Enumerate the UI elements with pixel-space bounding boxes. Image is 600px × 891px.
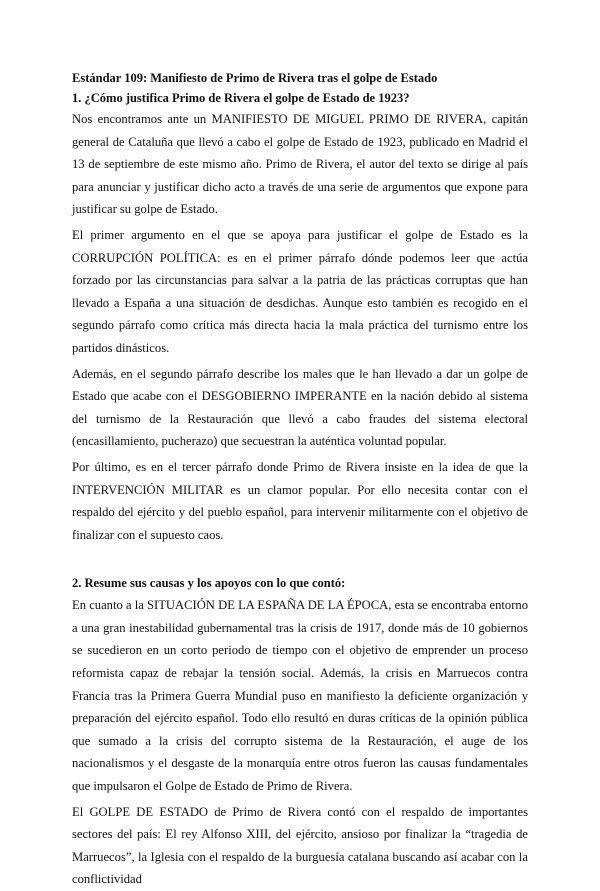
section-2-paragraph: El GOLPE DE ESTADO de Primo de Rivera contó con el respaldo de importantes sectores del país: El rey Alfonso XIII, del ejército, ansioso por finalizar la “tragedia de Marruecos”, la Iglesia con el respaldo de la burguesía catalana buscando así acabar con la conflictividad xyxy=(72,804,528,887)
section-1-paragraph: El primer argumento en el que se apoya para justificar el golpe de Estado es la CORRUPCIÓN POLÍTICA: es en el primer párrafo dónde podemos leer que actúa forzado por las circunstancias para salvar a la patria de las prácticas corruptas que han llevado a España a una situación de desdichas. Aunque esto también es recogido en el segundo párrafo como crítica más directa hacia la mala práctica del turnismo entre los partidos dinásticos. xyxy=(72,227,528,355)
section-1-paragraph: Además, en el segundo párrafo describe los males que le han llevado a dar un golpe de Estado que acabe con el DESGOBIERNO IMPERANTE en la nación debido al sistema del turnismo de la Restauración que llevó a cabo fraudes del sistema electoral (encasillamiento, pucherazo) que secuestran la auténtica voluntad popular. xyxy=(72,366,528,449)
section-2-heading: 2. Resume sus causas y los apoyos con lo que contó: xyxy=(72,576,346,591)
section-1-heading: 1. ¿Cómo justifica Primo de Rivera el golpe de Estado de 1923? xyxy=(72,91,410,105)
document-title: Estándar 109: Manifiesto de Primo de Rivera tras el golpe de Estado xyxy=(72,71,438,85)
section-2-paragraph: En cuanto a la SITUACIÓN DE LA ESPAÑA DE LA ÉPOCA, esta se encontraba entorno a una gran inestabilidad gubernamental tras la crisis de 1917, donde más de 10 gobiernos se sucedieron en un corto periodo de tiempo con el objetivo de emprender un proceso reformista capaz de rebajar la tensión social. Además, la crisis en Marruecos contra Francia tras la Primera Guerra Mundial puso en manifiesto la deficiente organización y preparación del ejército español. Todo ello resultó en duras críticas de la opinión pública que sumado a la crisis del corrupto sistema de la Restauración, el auge de los nacionalismos y el desgaste de la monarquía entre otros fueron las causas fundamentales que impulsaron el Golpe de Estado de Primo de Rivera. xyxy=(72,598,528,794)
section-1-paragraph: Nos encontramos ante un MANIFIESTO DE MIGUEL PRIMO DE RIVERA, capitán general de Cataluña que llevó a cabo el golpe de Estado de 1923, publicado en Madrid el 13 de septiembre de este mismo año. Primo de Rivera, el autor del texto se dirige al país para anunciar y justificar dicho acto a través de una serie de argumentos que expone para justificar su golpe de Estado. xyxy=(72,112,528,217)
section-1-paragraph: Por último, es en el tercer párrafo donde Primo de Rivera insiste en la idea de que la INTERVENCIÓN MILITAR es un clamor popular. Por ello necesita contar con el respaldo del ejército y del pueblo español, para intervenir militarmente con el objetivo de finalizar con el supuesto caos. xyxy=(72,459,528,542)
section-spacer xyxy=(72,549,528,573)
